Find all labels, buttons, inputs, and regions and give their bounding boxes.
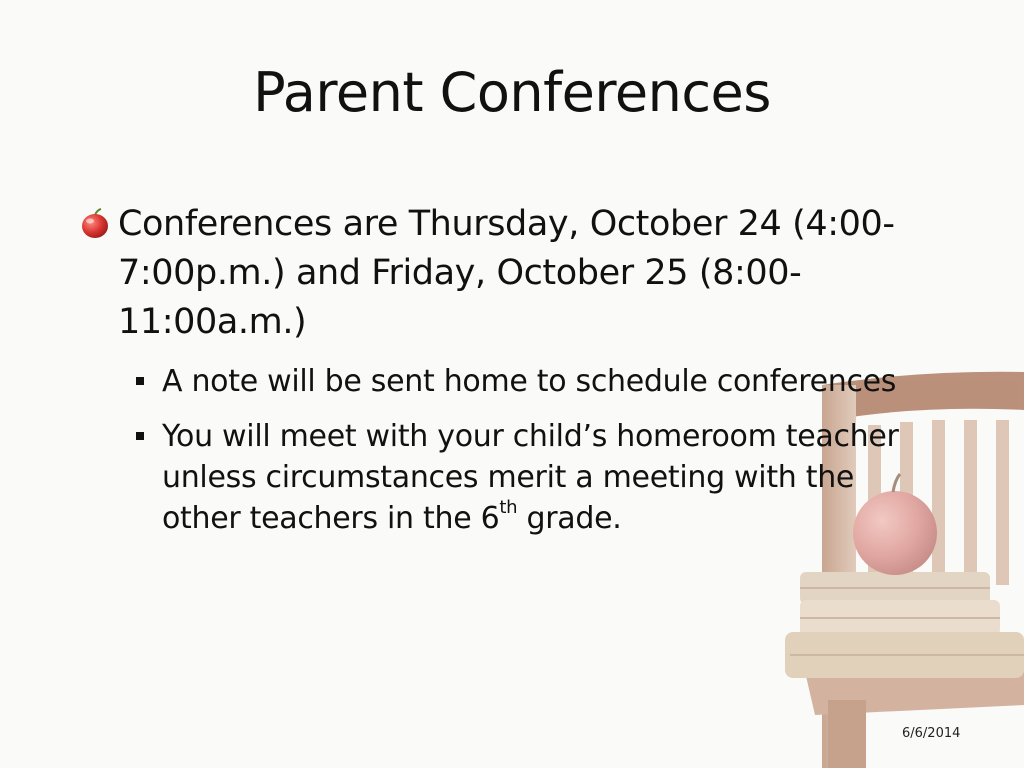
apple-icon xyxy=(80,208,110,240)
sub-bullet-item xyxy=(80,361,910,402)
sub-bullet-list xyxy=(80,361,910,539)
sub-bullet-item xyxy=(80,416,910,539)
bullet-item xyxy=(80,200,910,347)
slide-content xyxy=(80,200,910,553)
bullet-text: Conferences are Thursday, October 24 (4:00-7:00p.m.) and Friday, October 25 (8:00-11:00a.m.) xyxy=(118,204,895,342)
square-bullet-icon xyxy=(136,377,144,385)
slide-date: 6/6/2014 xyxy=(902,726,961,741)
square-bullet-icon xyxy=(136,432,144,440)
superscript-th: th xyxy=(499,497,518,518)
slide-title: Parent Conferences xyxy=(253,61,771,124)
sub-bullet-text: A note will be sent home to schedule conferences xyxy=(162,364,897,399)
sub-bullet-text-end: grade. xyxy=(517,501,622,536)
sub-bullet-text: You will meet with your child’s homeroom teacher unless circumstances merit a meeting with the other teachers in the 6 xyxy=(162,419,899,536)
